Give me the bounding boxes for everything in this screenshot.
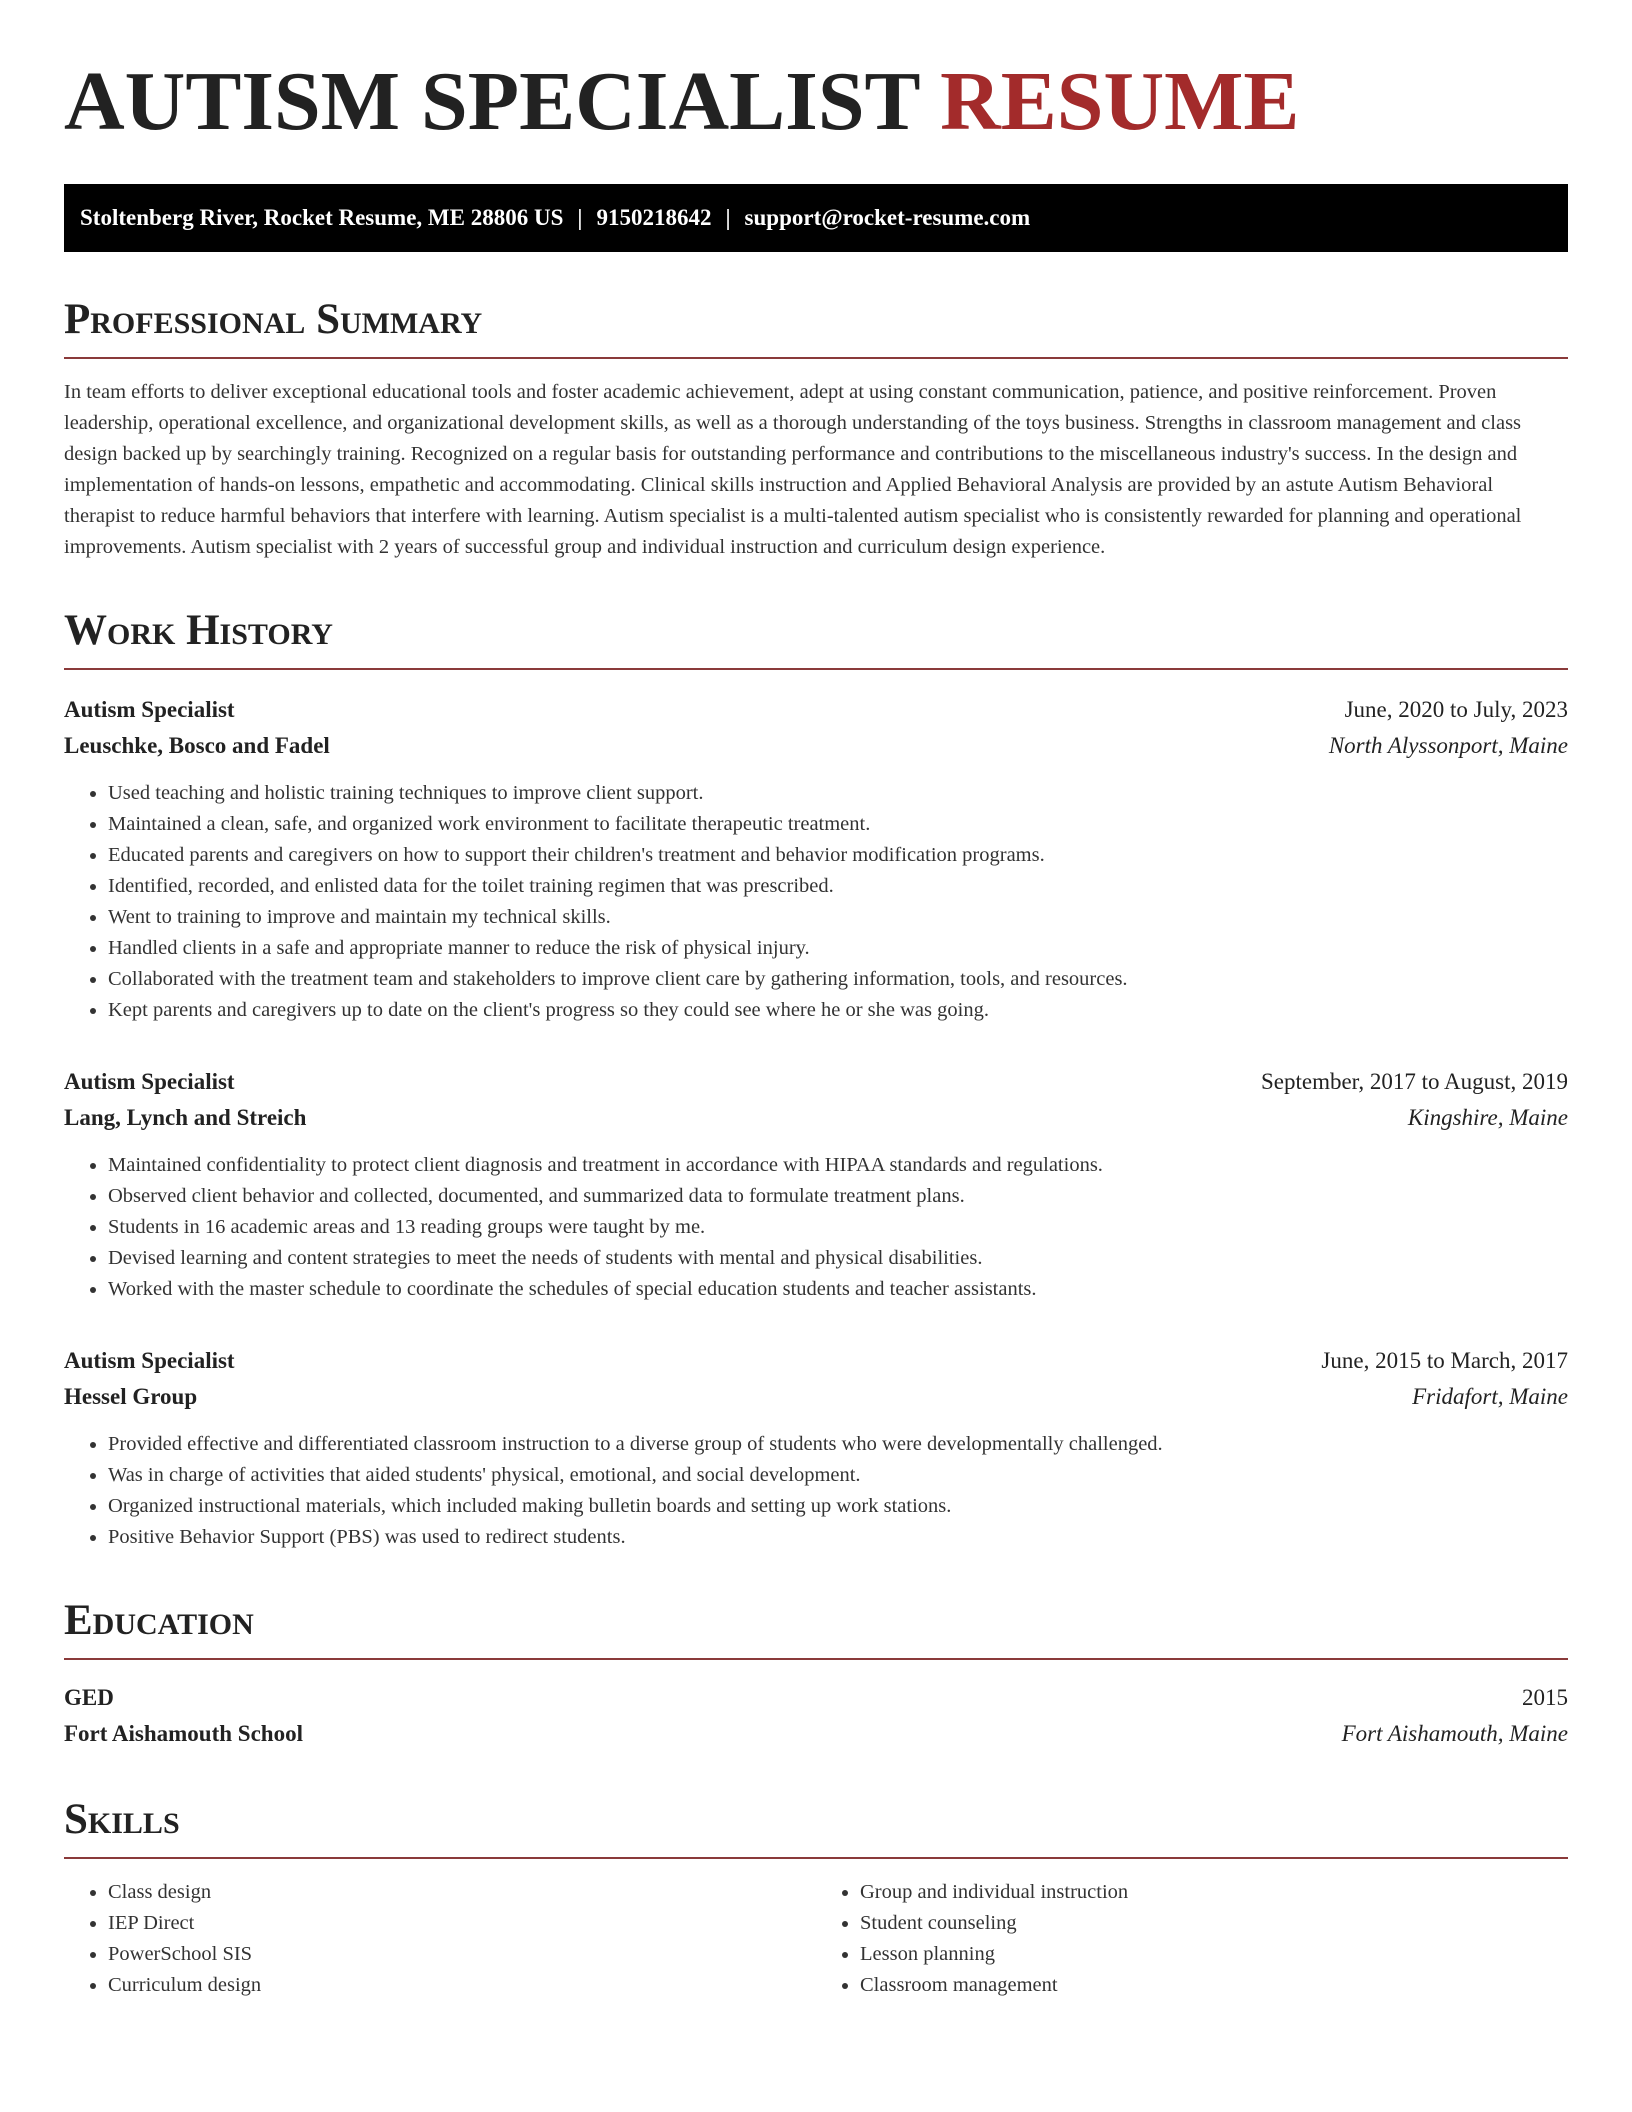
education-year: 2015 [1522, 1685, 1568, 1710]
job-location: Fridafort, Maine [1412, 1384, 1568, 1409]
job-company: Hessel Group [64, 1384, 198, 1409]
skill-item: • Student counseling [860, 1908, 1568, 1939]
work-history-heading: Work History [64, 609, 1568, 670]
job-header-row [64, 692, 1568, 728]
education-entry [64, 1680, 1568, 1752]
skill-item: • Lesson planning [860, 1939, 1568, 1970]
job-dates: September, 2017 to August, 2019 [1260, 1069, 1568, 1094]
list-item: • Was in charge of activities that aided students' physical, emotional, and social development. [108, 1460, 1568, 1491]
list-item: • Maintained a clean, safe, and organized work environment to facilitate therapeutic treatment. [108, 809, 1568, 840]
list-item: • Collaborated with the treatment team and stakeholders to improve client care by gathering information, tools, and resources. [108, 964, 1568, 995]
job-location: Kingshire, Maine [1407, 1105, 1568, 1130]
education-degree: GED [64, 1685, 114, 1710]
job-header-row [64, 1064, 1568, 1100]
job-entry [64, 1343, 1568, 1553]
job-location: North Alyssonport, Maine [1328, 733, 1568, 758]
job-company-row [64, 1379, 1568, 1415]
contact-bar [64, 184, 1568, 252]
job-entry [64, 1064, 1568, 1305]
skills-list-left [64, 1877, 816, 2001]
education-section [64, 1599, 1568, 1752]
education-heading: Education [64, 1599, 1568, 1660]
summary-heading: Professional Summary [64, 298, 1568, 359]
list-item: • Educated parents and caregivers on how to support their children's treatment and behavior modification programs. [108, 840, 1568, 871]
list-item: • Devised learning and content strategies to meet the needs of students with mental and physical disabilities. [108, 1243, 1568, 1274]
job-entry [64, 692, 1568, 1026]
job-company-row [64, 728, 1568, 764]
skills-columns [64, 1877, 1568, 2001]
contact-email: support@rocket-resume.com [744, 205, 1031, 230]
list-item: • Organized instructional materials, which included making bulletin boards and setting up work stations. [108, 1491, 1568, 1522]
contact-separator: | [725, 205, 731, 230]
summary-section [64, 298, 1568, 563]
list-item: • Maintained confidentiality to protect client diagnosis and treatment in accordance with HIPAA standards and regulations. [108, 1150, 1568, 1181]
skill-item: • Class design [108, 1877, 816, 1908]
list-item: • Observed client behavior and collected, documented, and summarized data to formulate treatment plans. [108, 1181, 1568, 1212]
education-school: Fort Aishamouth School [64, 1721, 303, 1746]
education-location: Fort Aishamouth, Maine [1341, 1721, 1568, 1746]
job-company: Leuschke, Bosco and Fadel [64, 733, 330, 758]
job-title: Autism Specialist [64, 697, 235, 722]
title-main: AUTISM SPECIALIST [64, 55, 941, 148]
education-school-row [64, 1716, 1568, 1752]
skill-item: • Curriculum design [108, 1970, 816, 2001]
list-item: • Students in 16 academic areas and 13 reading groups were taught by me. [108, 1212, 1568, 1243]
job-company: Lang, Lynch and Streich [64, 1105, 307, 1130]
list-item: • Identified, recorded, and enlisted data for the toilet training regimen that was prescribed. [108, 871, 1568, 902]
job-title: Autism Specialist [64, 1348, 235, 1373]
list-item: • Used teaching and holistic training techniques to improve client support. [108, 778, 1568, 809]
skills-list-right [816, 1877, 1568, 2001]
skills-heading: Skills [64, 1798, 1568, 1859]
title-accent: RESUME [940, 55, 1300, 148]
work-history-section [64, 609, 1568, 1553]
skill-item: • Group and individual instruction [860, 1877, 1568, 1908]
job-dates: June, 2015 to March, 2017 [1321, 1348, 1568, 1373]
job-company-row [64, 1100, 1568, 1136]
job-bullets [64, 1429, 1568, 1553]
list-item: • Provided effective and differentiated classroom instruction to a diverse group of students who were developmentally challenged. [108, 1429, 1568, 1460]
contact-address: Stoltenberg River, Rocket Resume, ME 28806 US [80, 205, 564, 230]
job-header-row [64, 1343, 1568, 1379]
resume-title [64, 55, 1568, 148]
list-item: • Kept parents and caregivers up to date on the client's progress so they could see where he or she was going. [108, 995, 1568, 1026]
summary-text: In team efforts to deliver exceptional educational tools and foster academic achievement, adept at using constant communication, patience, and positive reinforcement. Proven leadership, operational excellence, and organizational development skills, as well as a thorough understanding of the toys business. Strengths in classroom management and class design backed up by searchingly training. Recognized on a regular basis for outstanding performance and contributions to the miscellaneous industry's success. In the design and implementation of hands-on lessons, empathetic and accommodating. Clinical skills instruction and Applied Behavioral Analysis are provided by an astute Autism Behavioral therapist to reduce harmful behaviors that interfere with learning. Autism specialist is a multi-talented autism specialist who is consistently rewarded for planning and operational improvements. Autism specialist with 2 years of successful group and individual instruction and curriculum design experience. [64, 381, 1522, 558]
skill-item: • PowerSchool SIS [108, 1939, 816, 1970]
job-bullets [64, 778, 1568, 1026]
contact-separator: | [577, 205, 583, 230]
contact-phone: 9150218642 [596, 205, 712, 230]
skill-item: • Classroom management [860, 1970, 1568, 2001]
list-item: • Went to training to improve and maintain my technical skills. [108, 902, 1568, 933]
job-dates: June, 2020 to July, 2023 [1344, 697, 1568, 722]
education-degree-row [64, 1680, 1568, 1716]
list-item: • Positive Behavior Support (PBS) was used to redirect students. [108, 1522, 1568, 1553]
list-item: • Worked with the master schedule to coordinate the schedules of special education students and teacher assistants. [108, 1274, 1568, 1305]
list-item: • Handled clients in a safe and appropriate manner to reduce the risk of physical injury. [108, 933, 1568, 964]
skills-section [64, 1798, 1568, 2001]
job-title: Autism Specialist [64, 1069, 235, 1094]
job-bullets [64, 1150, 1568, 1305]
skill-item: • IEP Direct [108, 1908, 816, 1939]
